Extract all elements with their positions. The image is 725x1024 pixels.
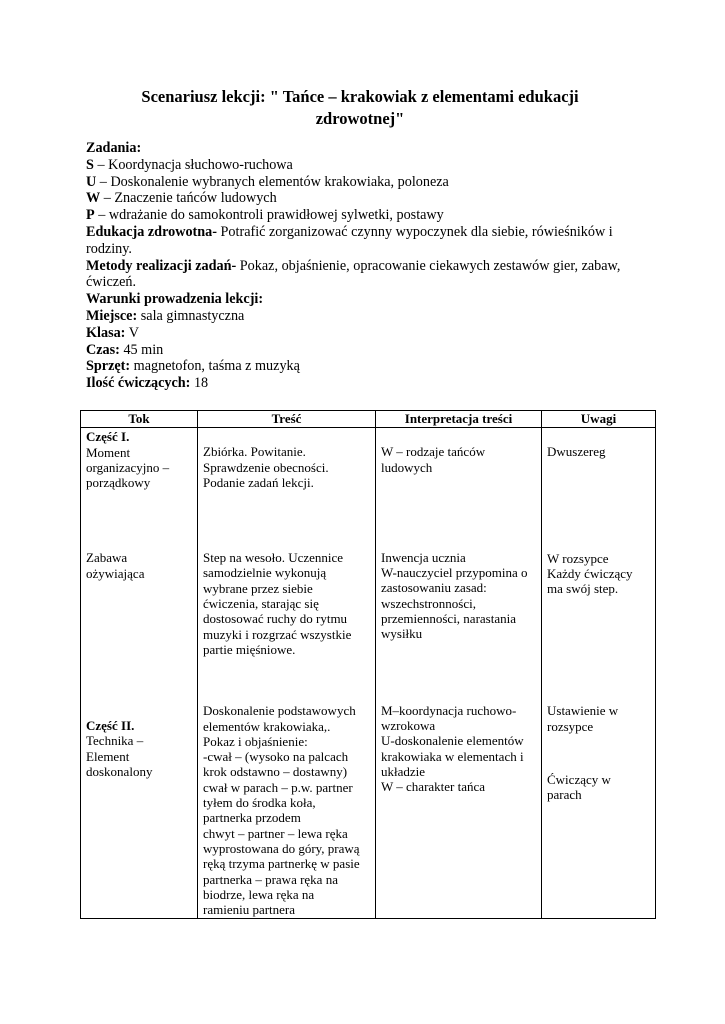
uwagi-cell: [542, 428, 656, 919]
meta-line: Sprzęt: magnetofon, taśma z muzyką: [86, 358, 300, 375]
cell-line: Pokaz i objaśnienie:: [203, 733, 308, 749]
meta-line: S – Koordynacja słuchowo-ruchowa: [86, 156, 293, 173]
cell-line: układzie: [381, 763, 426, 779]
cell-line: ludowych: [381, 459, 433, 475]
cell-line: wyprostowana do góry, prawą: [203, 840, 360, 856]
cell-line: Step na wesoło. Uczennice: [203, 550, 344, 566]
cell-line: elementów krakowiaka,.: [203, 718, 331, 734]
cell-line: Każdy ćwiczący: [547, 565, 633, 581]
cell-line: krakowiaka w elementach i: [381, 748, 524, 764]
cell-line: porządkowy: [86, 475, 151, 491]
cell-line: rozsypce: [547, 718, 594, 734]
cell-line: cwał w parach – p.w. partner: [203, 779, 353, 795]
meta-line: U – Doskonalenie wybranych elementów krakowiaka, poloneza: [86, 173, 449, 190]
cell-line: Ćwiczący w: [547, 772, 611, 788]
cell-line: ręką trzyma partnerkę w pasie: [203, 856, 360, 872]
cell-line: wzrokowa: [381, 717, 436, 733]
meta-line: Metody realizacji zadań- Pokaz, objaśnienie, opracowanie ciekawych zestawów gier, zabaw,: [86, 257, 621, 274]
cell-line: U-doskonalenie elementów: [381, 733, 524, 749]
meta-line: Miejsce: sala gimnastyczna: [86, 307, 245, 324]
meta-line: Ilość ćwiczących: 18: [86, 375, 209, 392]
document-title: [80, 86, 640, 130]
meta-line: Czas: 45 min: [86, 341, 164, 358]
cell-line: muzyki i rozgrzać wszystkie: [203, 626, 352, 642]
cell-line: parach: [547, 787, 582, 803]
meta-line: rodziny.: [86, 240, 132, 257]
cell-line: zastosowaniu zasad:: [381, 580, 487, 596]
cell-line: ożywiająca: [86, 565, 145, 581]
cell-line: Podanie zadań lekcji.: [203, 474, 314, 490]
cell-line: M–koordynacja ruchowo-: [381, 702, 517, 718]
cell-line: ma swój step.: [547, 581, 619, 597]
cell-line: partnerka – prawa ręka na: [203, 871, 338, 887]
title-line: Scenariusz lekcji: " Tańce – krakowiak z elementami edukacji: [141, 87, 579, 106]
header-tok: Tok: [81, 411, 198, 428]
cell-line: doskonalony: [86, 763, 153, 779]
table-header-row: [81, 411, 656, 428]
table-row: [81, 428, 656, 919]
meta-line: ćwiczeń.: [86, 274, 137, 291]
meta-line: Warunki prowadzenia lekcji:: [86, 291, 264, 308]
lesson-metadata: [86, 140, 656, 392]
cell-line: wszechstronności,: [381, 595, 476, 611]
cell-line: Zabawa: [86, 550, 128, 566]
cell-line: W – rodzaje tańców: [381, 444, 486, 460]
header-tresc: Treść: [198, 411, 376, 428]
cell-line: chwyt – partner – lewa ręka: [203, 825, 348, 841]
cell-line: ramieniu partnera: [203, 902, 296, 918]
meta-line: P – wdrażanie do samokontroli prawidłowej sylwetki, postawy: [86, 207, 444, 224]
cell-line: biodrze, lewa ręka na: [203, 886, 315, 902]
tok-cell: [81, 428, 198, 919]
part-label: Część I.: [86, 429, 130, 445]
cell-line: Technika –: [86, 733, 144, 749]
meta-line: Klasa: V: [86, 324, 139, 341]
cell-line: Sprawdzenie obecności.: [203, 459, 329, 475]
lesson-table: [80, 410, 656, 919]
cell-line: Element: [86, 748, 130, 764]
meta-line: Zadania:: [86, 140, 142, 156]
meta-line: W – Znaczenie tańców ludowych: [86, 190, 277, 207]
cell-line: dostosować ruchy do rytmu: [203, 611, 348, 627]
meta-line: Edukacja zdrowotna- Potrafić zorganizować czynny wypoczynek dla siebie, rówieśników i: [86, 223, 613, 240]
cell-line: Inwencja ucznia: [381, 549, 466, 565]
cell-line: organizacyjno –: [86, 459, 170, 475]
header-uwagi: Uwagi: [542, 411, 656, 428]
cell-line: Zbiórka. Powitanie.: [203, 444, 306, 460]
cell-line: Dwuszereg: [547, 444, 606, 460]
interpretacja-cell: [376, 428, 542, 919]
title-line: zdrowotnej": [315, 109, 405, 128]
cell-line: ćwiczenia, starając się: [203, 596, 319, 612]
cell-line: W rozsypce: [547, 550, 609, 566]
cell-line: -cwał – (wysoko na palcach: [203, 749, 349, 765]
cell-line: wysiłku: [381, 626, 423, 642]
cell-line: krok odstawno – dostawny): [203, 764, 348, 780]
cell-line: partnerka przodem: [203, 810, 301, 826]
part-label: Część II.: [86, 718, 135, 734]
cell-line: samodzielnie wykonują: [203, 565, 327, 581]
cell-line: tyłem do środka koła,: [203, 795, 316, 811]
cell-line: przemienności, narastania: [381, 611, 516, 627]
cell-line: Ustawienie w: [547, 703, 619, 719]
header-interpretacja: Interpretacja treści: [376, 411, 542, 428]
cell-line: wybrane przez siebie: [203, 580, 313, 596]
cell-line: W – charakter tańca: [381, 779, 486, 795]
cell-line: Moment: [86, 444, 131, 460]
cell-line: partie mięśniowe.: [203, 641, 296, 657]
cell-line: W-nauczyciel przypomina o: [381, 565, 528, 581]
tresc-cell: [198, 428, 376, 919]
cell-line: Doskonalenie podstawowych: [203, 703, 356, 719]
